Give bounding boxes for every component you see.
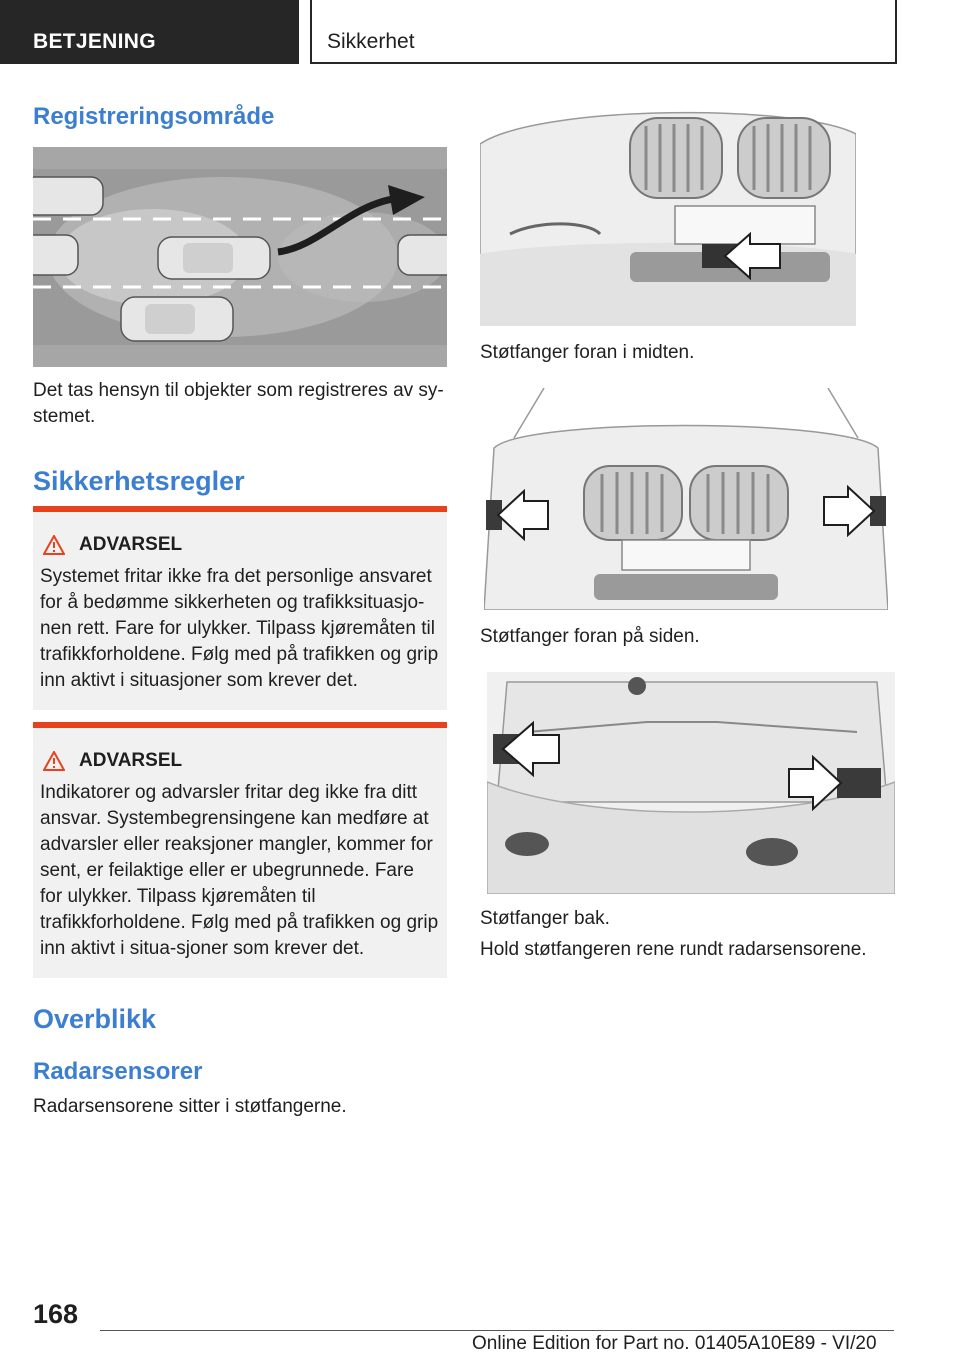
caption-front-center: Støtfanger foran i midten. bbox=[480, 342, 695, 363]
heading-overview: Overblikk bbox=[33, 1004, 157, 1034]
warning-title: ADVARSEL bbox=[79, 534, 183, 555]
radar-description: Radarsensorene sitter i støtfangerne. bbox=[33, 1096, 347, 1117]
page-number: 168 bbox=[33, 1299, 79, 1329]
warning-triangle-icon bbox=[43, 535, 65, 555]
detection-area-illustration bbox=[33, 147, 447, 367]
rear-bumper-image bbox=[487, 672, 895, 894]
warning-title: ADVARSEL bbox=[79, 750, 183, 771]
caption-rear: Støtfanger bak. bbox=[480, 908, 610, 929]
warning-box-2 bbox=[33, 722, 447, 978]
rear-sensor-note: Hold støtfangeren rene rundt radarsensorene. bbox=[480, 939, 867, 960]
header-chapter-tab bbox=[310, 0, 897, 64]
warning-box-1 bbox=[33, 506, 447, 710]
warning-triangle-icon bbox=[43, 751, 65, 771]
header-section-tab bbox=[0, 0, 299, 64]
footer-edition: Online Edition for Part no. 01405A10E89 - VI/20 bbox=[472, 1333, 877, 1354]
header-section-label: BETJENING bbox=[33, 30, 156, 53]
heading-safety-rules: Sikkerhetsregler bbox=[33, 466, 245, 496]
footer-divider bbox=[100, 1330, 894, 1331]
front-bumper-side-image bbox=[484, 388, 888, 610]
heading-detection-area: Registreringsområde bbox=[33, 103, 275, 130]
front-bumper-center-image bbox=[480, 104, 856, 326]
caption-front-side: Støtfanger foran på siden. bbox=[480, 626, 700, 647]
warning-text: Indikatorer og advarsler fritar deg ikke fra ditt ansvar. Systembegrensingene kan medføre at advarsler eller reaksjoner mangler, kommer for sent, er feilaktige eller er ubegrunnede. Fare for ulykker. Tilpass kjøremåten til trafikkforholdene. Følg med på trafikken og grip inn aktivt i situa-sjoner som krever det. bbox=[40, 782, 439, 959]
header-chapter-label: Sikkerhet bbox=[327, 30, 415, 53]
heading-radar-sensors: Radarsensorer bbox=[33, 1058, 203, 1085]
warning-text: Systemet fritar ikke fra det personlige ansvaret for å bedømme sikkerheten og trafikksituasjo-nen rett. Fare for ulykker. Tilpass kjøremåten til trafikkforholdene. Følg med på trafikken og grip inn aktivt i situasjoner som krever det. bbox=[40, 566, 439, 691]
detection-description: Det tas hensyn til objekter som registreres av sy-stemet. bbox=[33, 380, 444, 427]
